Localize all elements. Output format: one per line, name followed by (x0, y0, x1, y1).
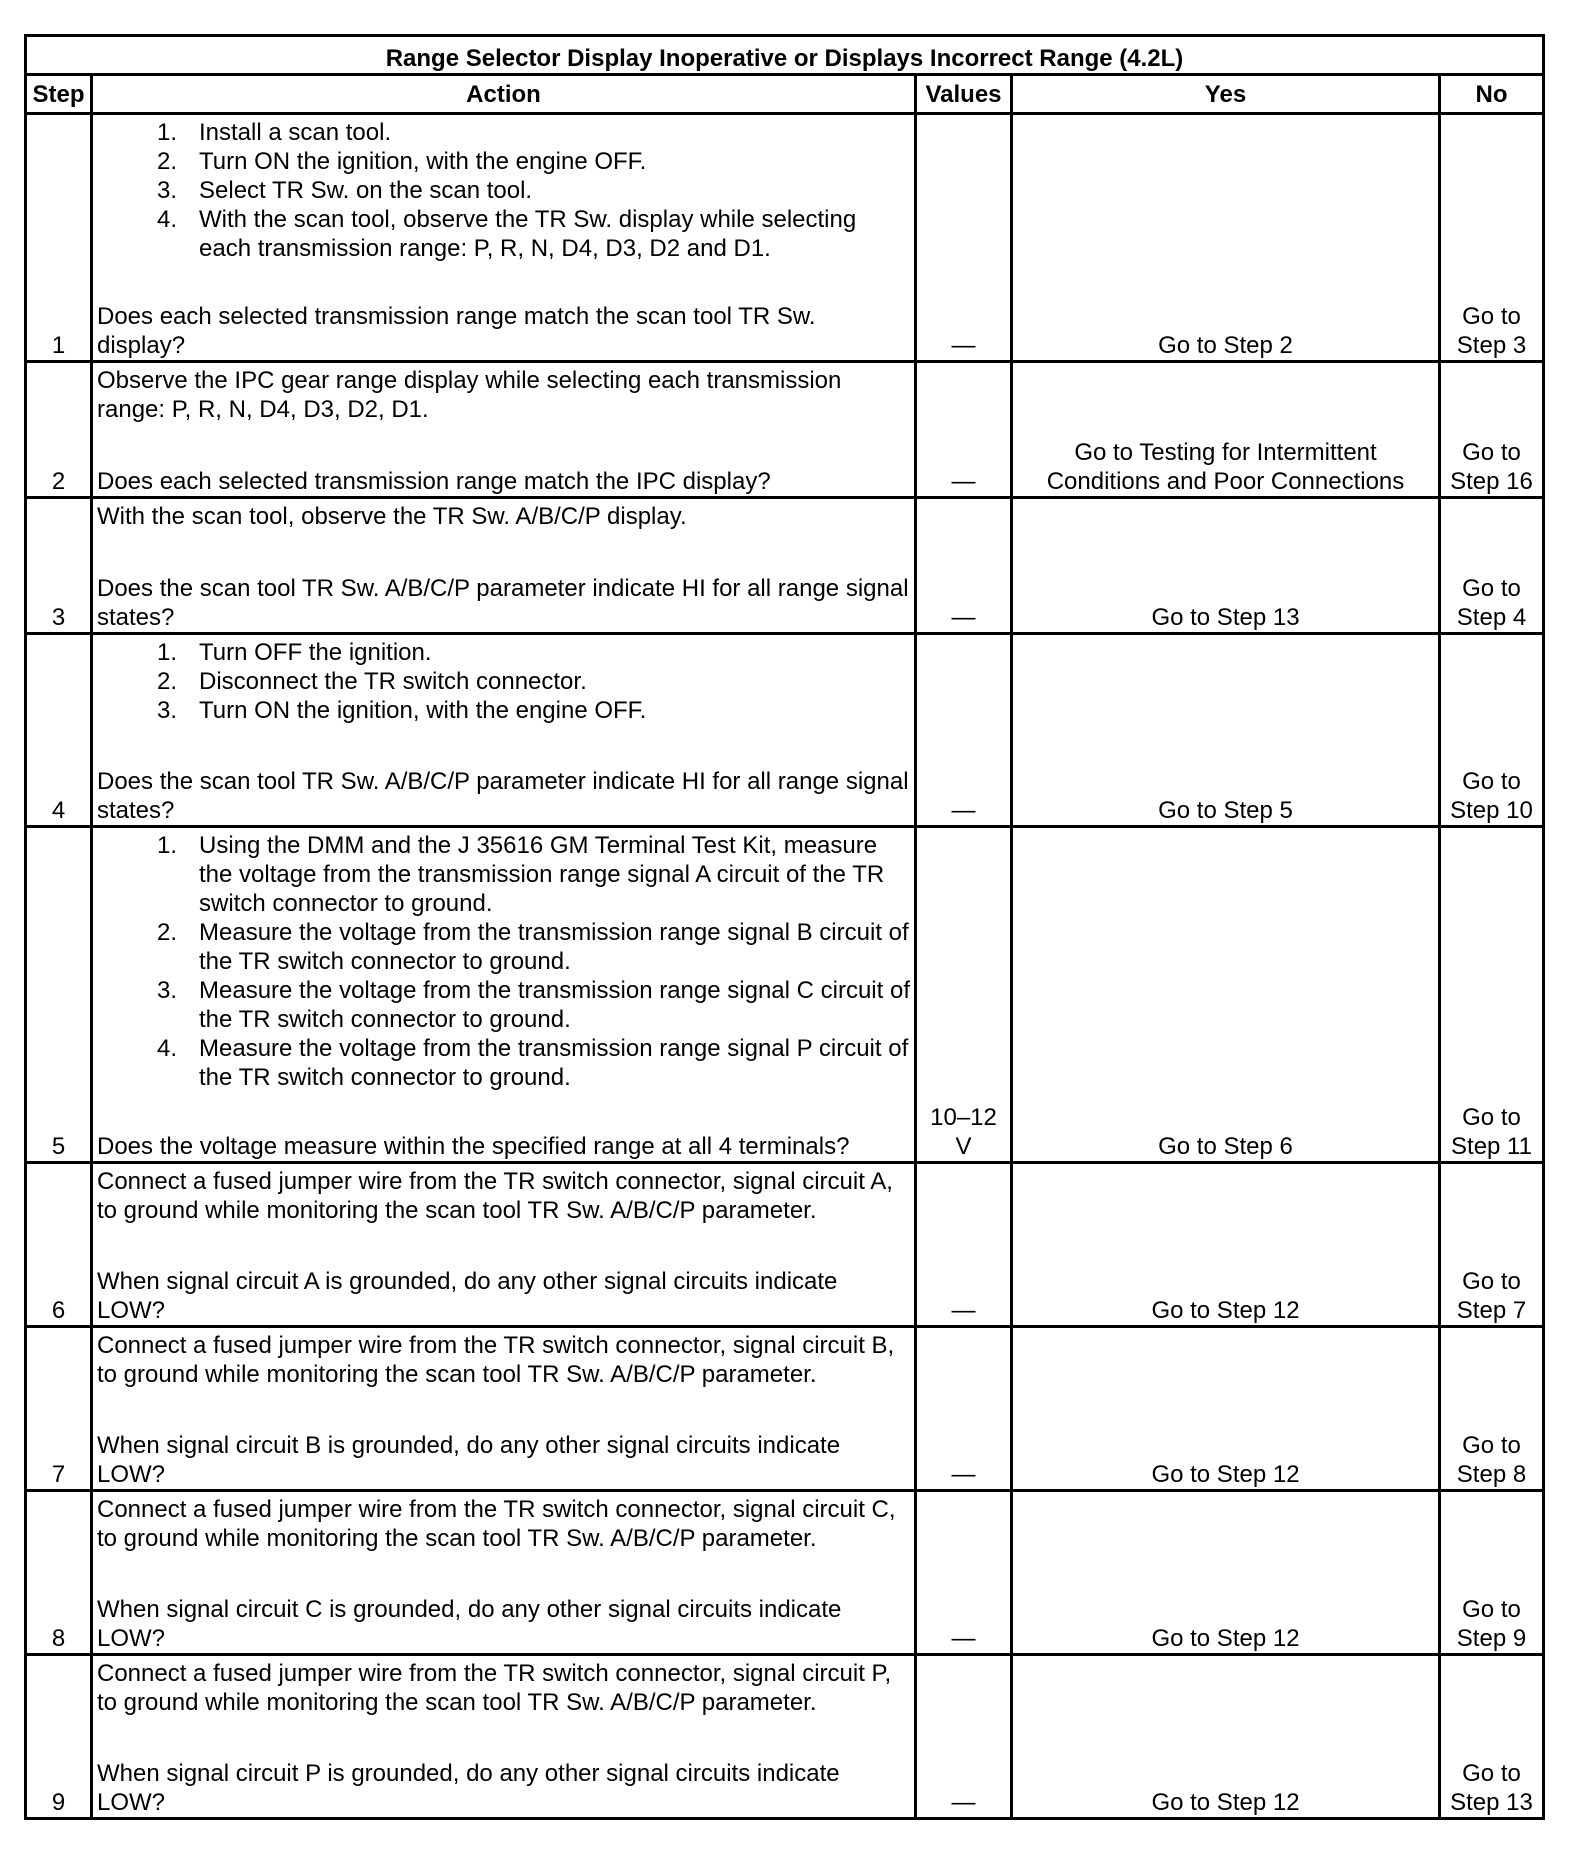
header-no: No (1440, 75, 1544, 114)
list-item-number: 4. (156, 1035, 177, 1062)
list-item-text: Turn ON the ignition, with the engine OFF. (199, 148, 647, 175)
values-cell: — (916, 634, 1012, 827)
table-title: Range Selector Display Inoperative or Displays Incorrect Range (4.2L) (26, 36, 1544, 75)
no-action: Go to Step 16 (1440, 362, 1544, 498)
yes-action: Go to Step 12 (1012, 1327, 1440, 1491)
list-item (97, 147, 910, 176)
list-item (97, 118, 910, 147)
action-cell (92, 1491, 916, 1655)
action-question: Does the scan tool TR Sw. A/B/C/P parameter indicate HI for all range signal states? (97, 768, 909, 824)
values-cell: — (916, 114, 1012, 362)
table-row (26, 634, 1544, 827)
list-item-number: 3. (156, 697, 177, 724)
values-cell: — (916, 1327, 1012, 1491)
list-item (97, 205, 910, 263)
list-item (97, 1034, 910, 1092)
header-values: Values (916, 75, 1012, 114)
yes-action: Go to Step 2 (1012, 114, 1440, 362)
yes-action: Go to Testing for Intermittent Conditions and Poor Connections (1012, 362, 1440, 498)
action-question: When signal circuit C is grounded, do any other signal circuits indicate LOW? (97, 1596, 842, 1652)
action-question: When signal circuit P is grounded, do any other signal circuits indicate LOW? (97, 1760, 840, 1816)
table-row (26, 498, 1544, 634)
action-cell (92, 362, 916, 498)
list-item (97, 667, 910, 696)
no-action: Go to Step 7 (1440, 1163, 1544, 1327)
diagnostic-table (24, 34, 1545, 1820)
list-item-text: With the scan tool, observe the TR Sw. display while selecting each transmission range: P, R, N, D4, D3, D2 and D1. (199, 206, 857, 262)
action-instruction: Connect a fused jumper wire from the TR switch connector, signal circuit A, to ground while monitoring the scan tool TR Sw. A/B/C/P parameter. (97, 1168, 893, 1224)
list-item (97, 638, 910, 667)
step-number: 7 (26, 1327, 92, 1491)
values-cell: — (916, 1655, 1012, 1819)
action-instruction: Connect a fused jumper wire from the TR switch connector, signal circuit B, to ground while monitoring the scan tool TR Sw. A/B/C/P parameter. (97, 1332, 895, 1388)
action-cell (92, 634, 916, 827)
action-instruction: Connect a fused jumper wire from the TR switch connector, signal circuit C, to ground while monitoring the scan tool TR Sw. A/B/C/P parameter. (97, 1496, 896, 1552)
step-number: 8 (26, 1491, 92, 1655)
action-question: When signal circuit B is grounded, do any other signal circuits indicate LOW? (97, 1432, 841, 1488)
list-item-text: Using the DMM and the J 35616 GM Terminal Test Kit, measure the voltage from the transmission range signal A circuit of the TR switch connector to ground. (199, 832, 885, 917)
action-instruction: Observe the IPC gear range display while selecting each transmission range: P, R, N, D4, D3, D2, D1. (97, 367, 842, 423)
no-action: Go to Step 4 (1440, 498, 1544, 634)
yes-action: Go to Step 5 (1012, 634, 1440, 827)
list-item-text: Disconnect the TR switch connector. (199, 668, 587, 695)
action-question: Does the scan tool TR Sw. A/B/C/P parameter indicate HI for all range signal states? (97, 575, 909, 631)
list-item (97, 696, 910, 725)
action-cell (92, 1163, 916, 1327)
action-question: Does each selected transmission range match the IPC display? (97, 468, 771, 495)
list-item-number: 2. (156, 919, 177, 946)
list-item-number: 1. (156, 119, 177, 146)
action-cell (92, 1327, 916, 1491)
list-item-text: Turn OFF the ignition. (199, 639, 432, 666)
values-cell: — (916, 498, 1012, 634)
table-row (26, 1655, 1544, 1819)
values-cell: — (916, 362, 1012, 498)
values-cell: — (916, 1163, 1012, 1327)
table-row (26, 1163, 1544, 1327)
no-action: Go to Step 11 (1440, 827, 1544, 1163)
yes-action: Go to Step 12 (1012, 1163, 1440, 1327)
action-cell (92, 498, 916, 634)
list-item-number: 2. (156, 148, 177, 175)
action-cell (92, 1655, 916, 1819)
no-action: Go to Step 8 (1440, 1327, 1544, 1491)
step-number: 2 (26, 362, 92, 498)
step-number: 3 (26, 498, 92, 634)
list-item-number: 1. (156, 832, 177, 859)
action-list (97, 831, 910, 1092)
step-number: 9 (26, 1655, 92, 1819)
no-action: Go to Step 13 (1440, 1655, 1544, 1819)
list-item (97, 176, 910, 205)
list-item-text: Measure the voltage from the transmission range signal C circuit of the TR switch connector to ground. (199, 977, 910, 1033)
yes-action: Go to Step 6 (1012, 827, 1440, 1163)
list-item (97, 976, 910, 1034)
values-cell: — (916, 1491, 1012, 1655)
action-question: When signal circuit A is grounded, do any other signal circuits indicate LOW? (97, 1268, 838, 1324)
list-item-text: Select TR Sw. on the scan tool. (199, 177, 533, 204)
values-cell: 10–12 V (916, 827, 1012, 1163)
table-row (26, 114, 1544, 362)
step-number: 4 (26, 634, 92, 827)
list-item-number: 3. (156, 977, 177, 1004)
table-row (26, 1327, 1544, 1491)
yes-action: Go to Step 12 (1012, 1655, 1440, 1819)
table-row (26, 362, 1544, 498)
yes-action: Go to Step 12 (1012, 1491, 1440, 1655)
action-cell (92, 114, 916, 362)
list-item (97, 831, 910, 918)
list-item-text: Turn ON the ignition, with the engine OFF. (199, 697, 647, 724)
step-number: 6 (26, 1163, 92, 1327)
list-item-text: Install a scan tool. (199, 119, 392, 146)
action-question: Does each selected transmission range match the scan tool TR Sw. display? (97, 303, 816, 359)
action-list (97, 638, 910, 725)
action-list (97, 118, 910, 263)
list-item-text: Measure the voltage from the transmission range signal P circuit of the TR switch connector to ground. (199, 1035, 909, 1091)
yes-action: Go to Step 13 (1012, 498, 1440, 634)
no-action: Go to Step 10 (1440, 634, 1544, 827)
header-yes: Yes (1012, 75, 1440, 114)
list-item-number: 4. (156, 206, 177, 233)
header-action: Action (92, 75, 916, 114)
header-row (26, 75, 1544, 114)
list-item-number: 2. (156, 668, 177, 695)
no-action: Go to Step 9 (1440, 1491, 1544, 1655)
header-step: Step (26, 75, 92, 114)
list-item-text: Measure the voltage from the transmission range signal B circuit of the TR switch connector to ground. (199, 919, 909, 975)
table-row (26, 827, 1544, 1163)
action-instruction: With the scan tool, observe the TR Sw. A/B/C/P display. (97, 503, 687, 530)
action-question: Does the voltage measure within the specified range at all 4 terminals? (97, 1133, 850, 1160)
list-item-number: 3. (156, 177, 177, 204)
list-item (97, 918, 910, 976)
table-row (26, 1491, 1544, 1655)
step-number: 5 (26, 827, 92, 1163)
no-action: Go to Step 3 (1440, 114, 1544, 362)
step-number: 1 (26, 114, 92, 362)
list-item-number: 1. (156, 639, 177, 666)
action-cell (92, 827, 916, 1163)
action-instruction: Connect a fused jumper wire from the TR switch connector, signal circuit P, to ground while monitoring the scan tool TR Sw. A/B/C/P parameter. (97, 1660, 892, 1716)
